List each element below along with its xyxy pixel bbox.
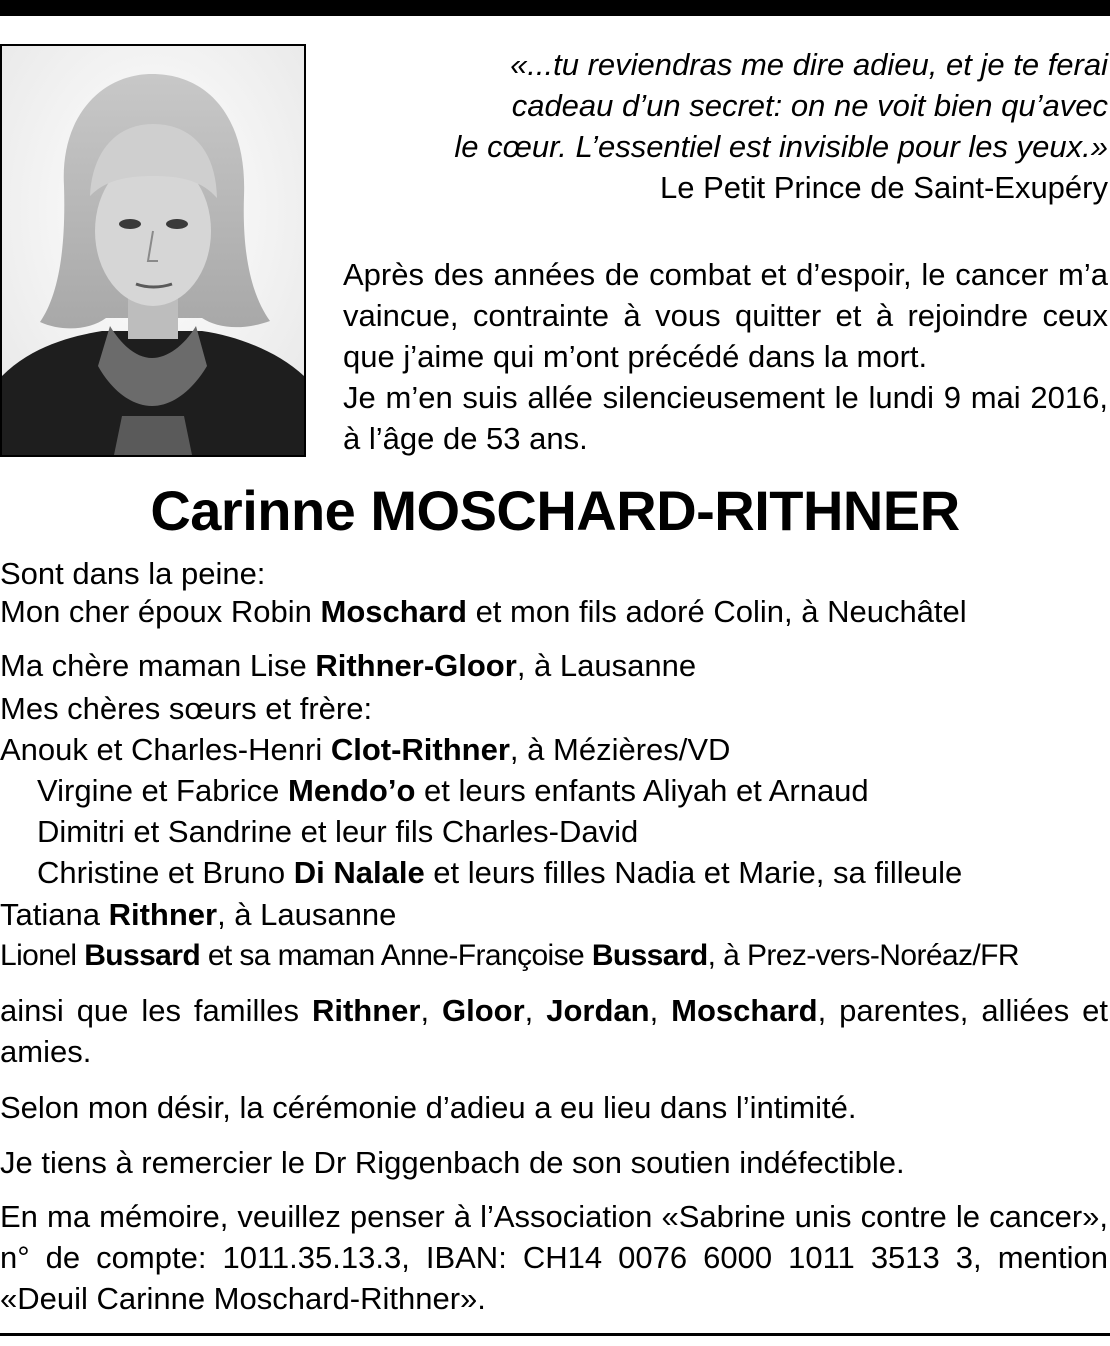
text: Mon cher époux Robin bbox=[0, 594, 321, 629]
mourners-heading: Sont dans la peine: bbox=[0, 556, 266, 591]
text: Ma chère maman Lise bbox=[0, 648, 316, 683]
thanks-paragraph: Je tiens à remercier le Dr Riggenbach de son soutien indéfectible. bbox=[0, 1145, 905, 1180]
intro-paragraph: Après des années de combat et d’espoir, le cancer m’a vaincue, contrainte à vous quitter et à rejoindre ceux que j’aime qui m’ont précédé dans la mort. bbox=[343, 257, 1108, 374]
mourner-line bbox=[0, 894, 396, 935]
surname: Moschard bbox=[671, 993, 818, 1028]
text: , bbox=[420, 993, 442, 1028]
text: , à Prez-vers-Noréaz/FR bbox=[707, 939, 1019, 972]
text: , bbox=[524, 993, 547, 1028]
text: , bbox=[649, 993, 672, 1028]
epigraph-quote bbox=[348, 44, 1108, 167]
mourner-line bbox=[0, 935, 1019, 976]
portrait-illustration bbox=[2, 46, 304, 455]
text: , à Lausanne bbox=[516, 648, 697, 683]
text: , à Mézières/VD bbox=[509, 732, 731, 767]
text: et sa maman Anne-Françoise bbox=[200, 939, 592, 972]
top-rule bbox=[0, 0, 1110, 16]
surname: Rithner bbox=[108, 897, 218, 932]
text: et leurs filles Nadia et Marie, sa filleule bbox=[424, 855, 963, 890]
surname: Moschard bbox=[320, 594, 467, 629]
text: , parentes, alliées et amies. bbox=[0, 993, 1108, 1069]
mourner-line bbox=[0, 645, 696, 686]
text: , à Lausanne bbox=[217, 897, 397, 932]
intro-paragraph-date: Je m’en suis allée silencieusement le lundi 9 mai 2016, à l’âge de 53 ans. bbox=[343, 380, 1108, 456]
surname: Rithner bbox=[311, 993, 421, 1028]
bottom-rule bbox=[0, 1333, 1110, 1336]
mourner-line: Mes chères sœurs et frère: bbox=[0, 691, 373, 726]
text: Christine et Bruno bbox=[37, 855, 294, 890]
surname: Rithner-Gloor bbox=[315, 648, 517, 683]
surname: Bussard bbox=[84, 939, 201, 972]
surname: Di Nalale bbox=[293, 855, 425, 890]
text: Anouk et Charles-Henri bbox=[0, 732, 331, 767]
text: Tatiana bbox=[0, 897, 109, 932]
ceremony-paragraph: Selon mon désir, la cérémonie d’adieu a eu lieu dans l’intimité. bbox=[0, 1090, 857, 1125]
mourner-line bbox=[0, 729, 730, 770]
mourner-line: Dimitri et Sandrine et leur fils Charles-David bbox=[37, 814, 639, 849]
text: ainsi que les familles bbox=[0, 993, 312, 1028]
quote-source: Le Petit Prince de Saint-Exupéry bbox=[659, 170, 1108, 205]
surname: Clot-Rithner bbox=[330, 732, 510, 767]
text: Lionel bbox=[0, 939, 85, 972]
quote-line: cadeau d’un secret: on ne voit bien qu’avec bbox=[511, 88, 1108, 123]
text: et leurs enfants Aliyah et Arnaud bbox=[415, 773, 869, 808]
text: Virgine et Fabrice bbox=[37, 773, 288, 808]
portrait-photo bbox=[0, 44, 306, 457]
mourner-line bbox=[37, 852, 962, 893]
quote-line: «...tu reviendras me dire adieu, et je te ferai bbox=[510, 47, 1108, 82]
mourner-line bbox=[0, 591, 967, 632]
families-paragraph bbox=[0, 990, 1108, 1072]
surname: Jordan bbox=[546, 993, 650, 1028]
mourner-line bbox=[37, 770, 869, 811]
surname: Mendo’o bbox=[288, 773, 416, 808]
quote-line: le cœur. L’essentiel est invisible pour les yeux.» bbox=[454, 129, 1108, 164]
text: et mon fils adoré Colin, à Neuchâtel bbox=[466, 594, 967, 629]
surname: Gloor bbox=[442, 993, 525, 1028]
intro-text bbox=[343, 254, 1108, 459]
surname: Bussard bbox=[591, 939, 708, 972]
memory-paragraph: En ma mémoire, veuillez penser à l’Association «Sabrine unis contre le cancer», n° de compte: 1011.35.13.3, IBAN: CH14 0076 6000 1011 3513 3, mention «Deuil Carinne Moschard-Rithner». bbox=[0, 1199, 1108, 1316]
deceased-name: Carinne MOSCHARD-RITHNER bbox=[150, 479, 960, 542]
